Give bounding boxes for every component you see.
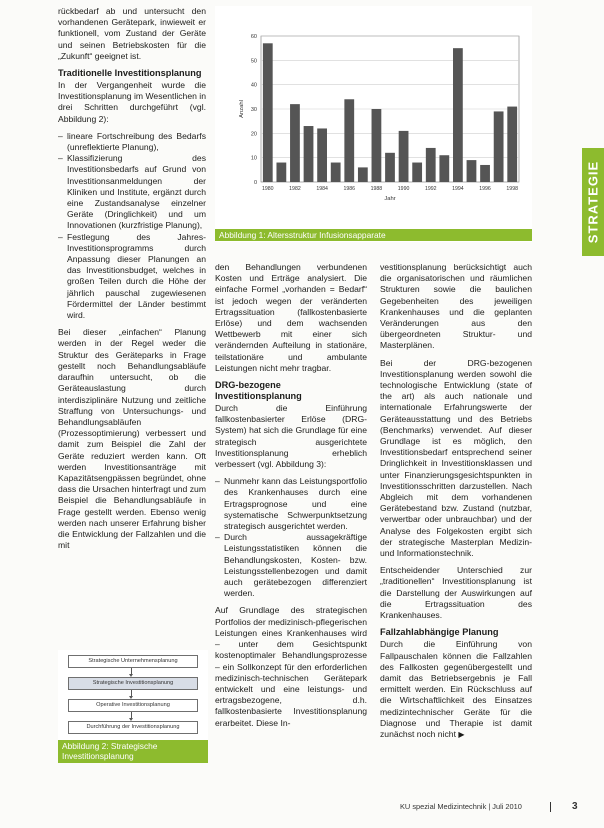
list-item: – Nunmehr kann das Leistungsportfolio des Krankenhauses durch eine Ertragsprognose und eine systematische Schwerpunktsetzung strategisch ausgerichtet werden. [215, 476, 367, 532]
y-tick-label: 60 [250, 34, 257, 40]
bar [372, 109, 382, 182]
x-tick-label: 1994 [452, 186, 464, 192]
list-item: – Durch aussagekräftige Leistungsstatistiken können die Behandlungskosten, Kosten- bzw. Leistungsstellenbezogen und damit auch gerätebezogen differenziert werden. [215, 532, 367, 599]
paragraph: vestitionsplanung berücksichtigt auch die organisatorischen und räumlichen Strukturen sowie die baulichen Gegebenheiten des jeweiligen Krankenhauses und die geplanten Veränderungen aus den übergeordneten Struktur- und Masterplänen. [380, 262, 532, 351]
bar [385, 153, 395, 182]
bar [412, 163, 422, 182]
paragraph: In der Vergangenheit wurde die Investitionsplanung im Wesentlichen in drei Schritten durchgeführt (vgl. Abbildung 2): [58, 80, 206, 124]
y-tick-label: 30 [250, 107, 257, 113]
page-footer [400, 800, 590, 814]
y-axis-label: Anzahl [239, 100, 245, 118]
figure-1 [215, 6, 532, 242]
bar [453, 48, 463, 182]
y-tick-label: 40 [250, 82, 257, 89]
x-tick-label: 1990 [397, 186, 410, 192]
text-column-3 [380, 262, 532, 746]
bar [331, 163, 341, 182]
diagram-box-operative: Operative Investitionsplanung [68, 699, 198, 712]
figure-2-diagram [58, 650, 208, 740]
section-heading-fallzahl: Fallzahlabhängige Planung [380, 627, 499, 638]
diagram-box-strategic-company: Strategische Unternehmensplanung [68, 655, 198, 668]
bar [290, 104, 300, 182]
diagram-box-strategic-investment: Strategische Investitionsplanung [68, 677, 198, 690]
x-tick-label: 1992 [424, 186, 437, 192]
bar-chart [215, 6, 532, 228]
bar [263, 43, 273, 182]
paragraph: Auf Grundlage des strategischen Portfolios der medizinisch-pflegerischen Leistungen eines Krankenhauses wird – unter dem Gesichtspunkt kostenoptimaler Behandlungsprozesse – ein Sollkonzept für den erforderlichen medizinisch-technischen Gerätepark entwickelt und eine leistungs- und ertragsbezogene, d.h. fallkostenbasierte Investitionsplanung erarbeitet. Diese In- [215, 605, 367, 728]
x-tick-label: 1998 [506, 186, 518, 192]
down-arrow-icon [131, 712, 132, 718]
bar [439, 155, 449, 182]
paragraph: Bei dieser „einfachen“ Planung werden in der Regel weder die Struktur des Geräteparks in Frage gestellt noch Behandlungsabläufe daraufhin untersucht, ob die Geräteauslastung durch interdisziplinäre Nutzung und zeitliche Straffung von Untersuchungs- und Behandlungsabläufen (Prozessoptimierung) verbessert und damit zum Beispiel die Zahl der Geräte reduziert werden kann. Oft werden Investitionsanträge mit Kapazitätsengpässen begründet, ohne dass die Ursachen hinterfragt und zum Beispiel die Behandlungsabläufe in Frage gestellt werden. Ebenso wenig werden nach unserer Erfahrung bisher die Entwicklung der Fallzahlen und die mit [58, 327, 206, 551]
text-column-1 [58, 6, 206, 557]
x-tick-label: 1982 [289, 186, 301, 192]
paragraph [380, 639, 532, 740]
y-tick-label: 10 [250, 155, 257, 162]
bar [304, 126, 314, 182]
footer-divider [550, 802, 551, 812]
bar [507, 107, 517, 182]
paragraph: rückbedarf ab und untersucht den vorhandenen Gerätepark, inwieweit er funktionell, vom Zustand der Geräte und seinen Betriebskosten für die „Zukunft“ geeignet ist. [58, 6, 206, 61]
text-column-2 [215, 262, 367, 735]
bar [399, 131, 409, 182]
paragraph: den Behandlungen verbundenen Kosten und Erträge analysiert. Die einfache Formel „vorhanden = Bedarf“ ist jedoch wegen der veränderten Ertragssituation (fallkostenbasierte Erlöse) und dem wachsenden Wettbewerb mit einer sich verändernden Aufteilung in stationäre, teilstationäre und ambulante Leistungen nicht mehr tragbar. [215, 262, 367, 373]
side-tab-label: STRATEGIE [585, 160, 601, 244]
section-heading-drg: DRG-bezogene Investitionsplanung [215, 380, 302, 402]
y-tick-label: 50 [250, 58, 257, 65]
bar [276, 163, 286, 182]
paragraph: Entscheidender Unterschied zur „traditionellen“ Investitionsplanung ist die Darstellung der Auswirkungen auf die Ertragssituation des Krankenhauses. [380, 565, 532, 621]
diagram-box-execution: Durchführung der Investitionsplanung [68, 721, 198, 734]
list-item: – lineare Fortschreibung des Bedarfs (unreflektierte Planung), [58, 131, 206, 153]
bar [494, 111, 504, 182]
page-number: 3 [572, 801, 578, 812]
x-tick-label: 1988 [370, 186, 383, 192]
paragraph: Bei der DRG-bezogenen Investitionsplanung werden sowohl die technologische Entwicklung (state of the art) als auch nationale und internationale Erfahrungswerte der Geräteausstattung und des Betriebs (Benchmarks) verwendet. Auf dieser Grundlage ist es möglich, den Investitionsbedarf entsprechend seiner Dringlichkeit in Investitionsklassen und unter Finanzierungsgesichtspunkten in Investitionsschritten darzustellen. Nach Abgleich mit dem vorhandenen Gerätebestand bzw. Zustand (nutzbar, verwertbar oder unbrauchbar) und der Analyse des Folgekosten ergibt sich der strategische Masterplan Medizin- und Informationstechnik. [380, 357, 532, 559]
x-tick-label: 1996 [479, 186, 491, 192]
down-arrow-icon [131, 668, 132, 674]
bar [426, 148, 436, 182]
paragraph: Durch die Einführung fallkostenbasierter Erlöse (DRG-System) hat sich die Grundlage für eine strategisch ausgerichtete Investitionsplanung erheblich verbessert (vgl. Abbildung 3): [215, 403, 367, 470]
x-tick-label: 1986 [343, 186, 356, 192]
footer-source: KU spezial Medizintechnik | Juli 2010 [400, 802, 522, 811]
down-arrow-icon [131, 690, 132, 696]
section-heading-traditional: Traditionelle Investitionsplanung [58, 68, 202, 79]
y-tick-label: 20 [250, 131, 257, 138]
paragraph-text: Durch die Einführung von Fallpauschalen können die Fallzahlen des Fallkosten gegenübergestellt und damit das Betriebsergebnis je Fall ermittelt werden. Ein Rückschluss auf die Wirtschaftlichkeit des Einsatzes medizintechnischer Geräte für die Diagnose und Therapie ist damit zunächst noch nicht [380, 639, 532, 739]
planning-steps-list [58, 131, 206, 321]
drg-list [215, 476, 367, 599]
bar [358, 167, 368, 182]
bar [317, 128, 327, 182]
list-item: – Festlegung des Jahres-Investitionsprogramms durch Anpassung dieser Planungen an das Investitionsbudget, welches in großen Teilen durch die Höhe der jährlich pauschal zugewiesenen Fördermittel der Länder bestimmt wird. [58, 232, 206, 322]
figure-1-caption: Abbildung 1: Altersstruktur Infusionsapparate [215, 229, 532, 241]
figure-2-caption: Abbildung 2: Strategische Investitionsplanung [58, 740, 208, 763]
bar [480, 165, 490, 182]
bar [467, 160, 477, 182]
list-item: – Klassifizierung des Investitionsbedarfs auf Grund von Investitionsanmeldungen der Kliniken und Institute, ergänzt durch eine Zustandsanalyse einzelner Geräte (Dringlichkeit) und um Innovationen (kurzfristige Planung), [58, 153, 206, 231]
bar [344, 99, 354, 182]
x-axis-label: Jahr [384, 196, 396, 202]
x-tick-label: 1984 [316, 186, 328, 192]
continue-arrow-icon: ▶ [458, 729, 465, 739]
y-tick-label: 0 [253, 180, 257, 186]
section-side-tab [582, 148, 604, 256]
x-tick-label: 1980 [262, 186, 274, 192]
